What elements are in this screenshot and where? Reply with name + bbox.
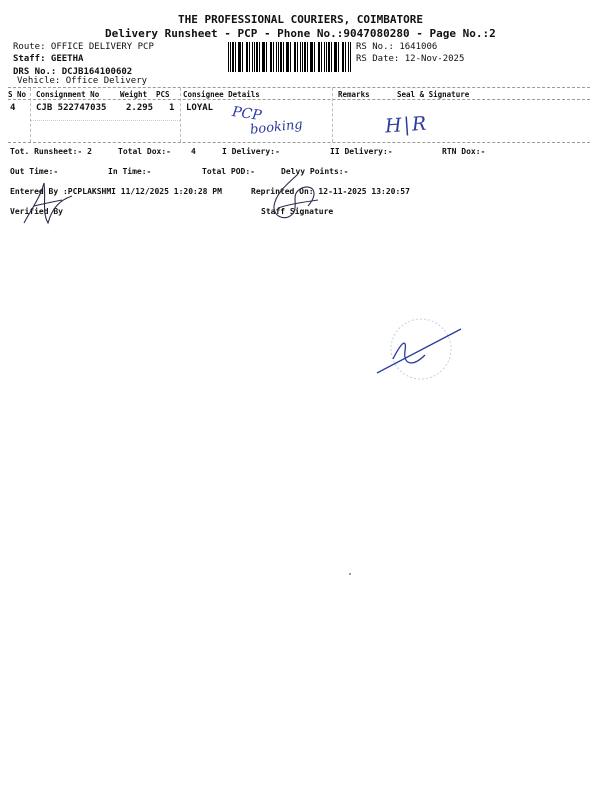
barcode-bar bbox=[321, 42, 322, 72]
cell-pcs: 1 bbox=[169, 103, 175, 113]
barcode bbox=[228, 42, 353, 72]
barcode-bar bbox=[297, 42, 298, 72]
cell-consignment-no: CJB 522747035 bbox=[36, 103, 107, 113]
handwritten-seal-mark: H|R bbox=[384, 112, 429, 138]
barcode-bar bbox=[314, 42, 315, 72]
ii-delivery: II Delivery:- bbox=[330, 147, 393, 156]
cell-weight: 2.295 bbox=[126, 103, 154, 113]
cell-consignee: LOYAL bbox=[186, 103, 214, 113]
staff-signature: Staff Signature bbox=[261, 207, 334, 216]
drs-number: DRS No.: DCJB164100602 bbox=[13, 67, 133, 77]
barcode-bar bbox=[249, 42, 250, 72]
barcode-bar bbox=[254, 42, 255, 72]
barcode-bar bbox=[310, 42, 313, 72]
header-remarks: Remarks bbox=[338, 90, 370, 99]
barcode-bar bbox=[294, 42, 296, 72]
barcode-bar bbox=[276, 42, 277, 72]
barcode-bar bbox=[324, 42, 325, 72]
barcode-bar bbox=[350, 42, 351, 72]
header-pcs: PCS bbox=[156, 90, 170, 99]
barcode-bar bbox=[232, 42, 234, 72]
header-consignee: Consignee Details bbox=[183, 90, 260, 99]
barcode-bar bbox=[266, 42, 267, 72]
header-seal-signature: Seal & Signature bbox=[397, 90, 470, 99]
barcode-bar bbox=[228, 42, 229, 72]
speck bbox=[349, 573, 351, 575]
barcode-bar bbox=[270, 42, 272, 72]
rtn-dox: RTN Dox:- bbox=[442, 147, 486, 156]
barcode-bar bbox=[304, 42, 306, 72]
column-divider bbox=[332, 88, 333, 142]
barcode-bar bbox=[290, 42, 291, 72]
cell-sno: 4 bbox=[10, 103, 16, 113]
barcode-bar bbox=[331, 42, 332, 72]
vehicle-label: Vehicle: Office Delivery bbox=[17, 76, 148, 86]
barcode-bar bbox=[262, 42, 265, 72]
barcode-bar bbox=[338, 42, 339, 72]
route-label: Route: OFFICE DELIVERY PCP bbox=[13, 42, 154, 52]
barcode-bar bbox=[238, 42, 241, 72]
barcode-bar bbox=[302, 42, 303, 72]
barcode-bar bbox=[273, 42, 274, 72]
barcode-bar bbox=[278, 42, 279, 72]
verified-signature bbox=[22, 178, 82, 228]
barcode-bar bbox=[256, 42, 258, 72]
barcode-bar bbox=[345, 42, 346, 72]
barcode-bar bbox=[348, 42, 349, 72]
in-time: In Time:- bbox=[108, 167, 152, 176]
barcode-bar bbox=[246, 42, 248, 72]
barcode-bar bbox=[326, 42, 327, 72]
rs-number: RS No.: 1641006 bbox=[356, 42, 438, 52]
barcode-bar bbox=[307, 42, 308, 72]
out-time: Out Time:- bbox=[10, 167, 59, 176]
total-runsheet: Tot. Runsheet:- 2 bbox=[10, 147, 92, 156]
column-divider bbox=[180, 88, 181, 142]
barcode-bar bbox=[259, 42, 260, 72]
staff-label: Staff: GEETHA bbox=[13, 54, 84, 64]
office-stamp-signature bbox=[373, 315, 468, 390]
column-divider bbox=[30, 88, 31, 142]
barcode-bar bbox=[252, 42, 253, 72]
barcode-bar bbox=[242, 42, 243, 72]
header-consignment: Consignment No bbox=[36, 90, 100, 99]
entered-by: Entered By :PCPLAKSHMI 11/12/2025 1:20:28 PM bbox=[10, 187, 222, 196]
barcode-bar bbox=[342, 42, 344, 72]
total-dox-label: Total Dox:- bbox=[118, 147, 171, 156]
barcode-bar bbox=[334, 42, 337, 72]
table-header-rule bbox=[8, 99, 590, 100]
header-weight: Weight bbox=[120, 90, 148, 99]
company-title: THE PROFESSIONAL COURIERS, COIMBATORE bbox=[178, 13, 424, 26]
row-divider bbox=[30, 120, 180, 121]
verified-by: Verified By bbox=[10, 207, 63, 216]
total-pod: Total POD:- bbox=[202, 167, 255, 176]
handwritten-note-line2: booking bbox=[249, 117, 304, 138]
table-top-rule bbox=[8, 87, 590, 88]
runsheet-subtitle: Delivery Runsheet - PCP - Phone No.:9047080280 - Page No.:2 bbox=[105, 27, 496, 40]
delvy-points: Delvy Points:- bbox=[281, 167, 349, 176]
header-sno: S No bbox=[8, 90, 27, 99]
barcode-bar bbox=[280, 42, 282, 72]
total-dox-value: 4 bbox=[191, 147, 196, 156]
rs-date: RS Date: 12-Nov-2025 bbox=[356, 54, 465, 64]
barcode-bar bbox=[230, 42, 231, 72]
barcode-bar bbox=[318, 42, 320, 72]
barcode-bar bbox=[286, 42, 289, 72]
barcode-bar bbox=[300, 42, 301, 72]
staff-signature-scribble bbox=[268, 172, 328, 227]
barcode-graphic bbox=[228, 42, 353, 72]
i-delivery: I Delivery:- bbox=[222, 147, 280, 156]
barcode-bar bbox=[235, 42, 236, 72]
barcode-bar bbox=[328, 42, 330, 72]
table-bottom-rule bbox=[8, 142, 590, 143]
handwritten-note-line1: PCP bbox=[231, 104, 263, 124]
reprinted-on: Reprinted On: 12-11-2025 13:20:57 bbox=[251, 187, 410, 196]
barcode-bar bbox=[283, 42, 284, 72]
